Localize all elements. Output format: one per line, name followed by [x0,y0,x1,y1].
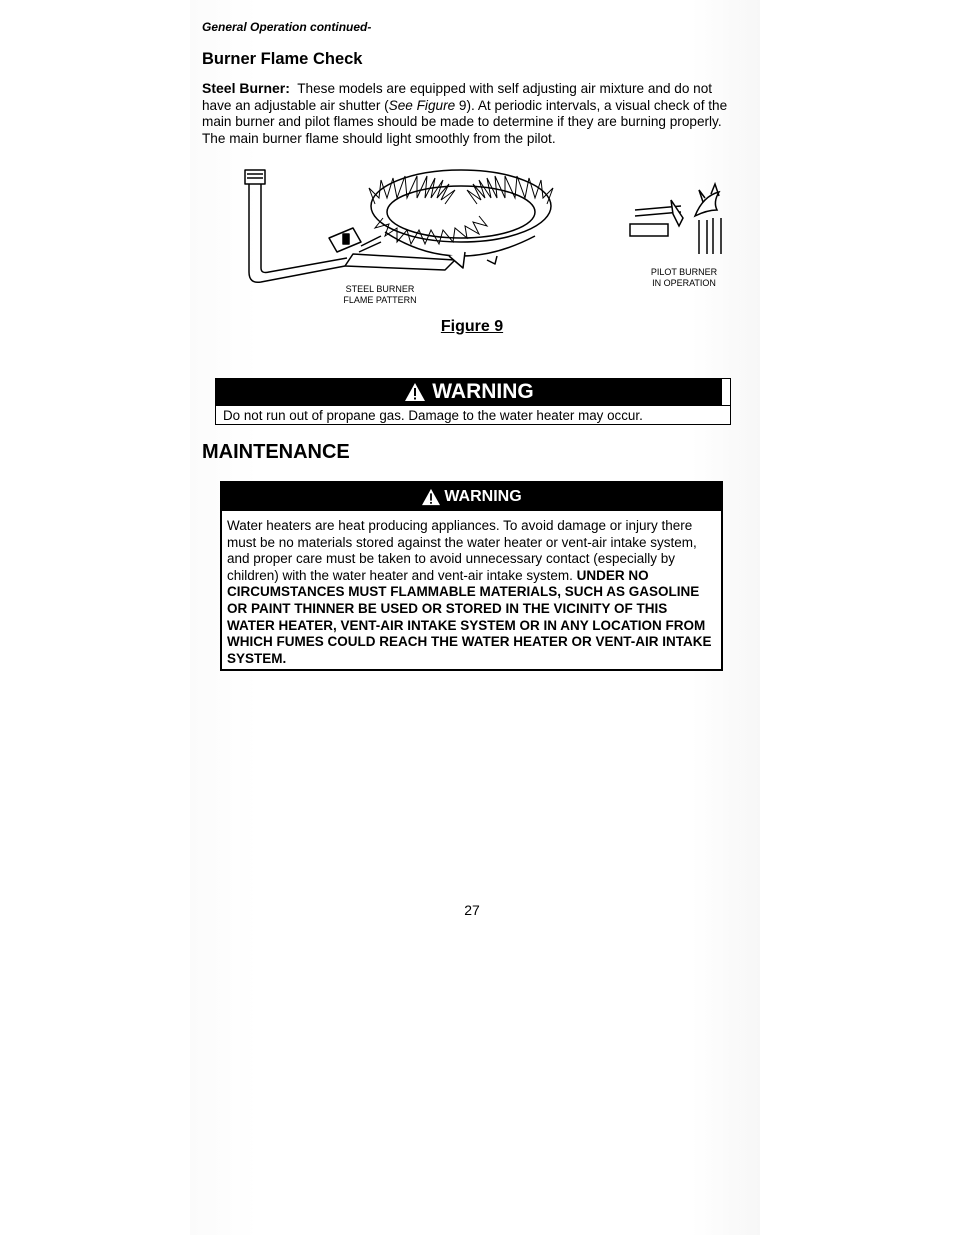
maintenance-heading: MAINTENANCE [202,441,350,463]
maintenance-warning-box [220,481,723,671]
burner-flame-check-heading: Burner Flame Check [202,50,363,68]
page-number: 27 [464,902,480,918]
steel-burner-text-1: These models are equipped with self adjusting air mixture and do not have an adjustable air shutter ( [202,81,713,113]
continued-header: General Operation continued- [202,20,372,34]
warning-triangle-icon [421,488,441,506]
warning-triangle-icon [404,382,426,402]
maintenance-warning-title: WARNING [444,488,522,505]
maintenance-warning-caps-text: UNDER NO CIRCUMSTANCES MUST FLAMMABLE MATERIALS, SUCH AS GASOLINE OR PAINT THINNER BE USED OR STORED IN THE VICINITY OF THIS WATER HEATER, VENT-AIR INTAKE SYSTEM OR IN ANY LOCATION FROM WHICH FUMES COULD REACH THE WATER HEATER OR VENT-AIR INTAKE SYSTEM. [227,567,712,666]
pilot-burner-in-operation-label [640,267,728,289]
pilot-burner-label-line1: PILOT BURNER [650,267,718,277]
maintenance-warning-text [222,511,721,669]
maintenance-warning-header [222,483,721,511]
steel-burner-paragraph [202,80,742,147]
pilot-burner-label-line2: IN OPERATION [652,278,716,288]
pilot-burner-drawing [630,184,721,254]
propane-warning-header [216,379,730,405]
steel-burner-lead: Steel Burner: [202,80,290,96]
maintenance-warning-plain-text: Water heaters are heat producing appliances. To avoid damage or injury there must be no materials stored against the water heater or vent-air intake system, and proper care must be taken to avoid unnecessary contact (especially by children) with the water heater and vent-air intake system. [227,518,697,583]
steel-burner-flame-pattern-label [338,284,422,306]
steel-burner-text-2: 9). At periodic intervals, a visual check of the main burner and pilot flames should be made to determine if they are burning properly. The main burner flame should light smoothly from the pilot. [202,97,728,146]
propane-warning-text: Do not run out of propane gas. Damage to the water heater may occur. [216,405,730,424]
figure-9-caption: Figure 9 [440,318,504,335]
steel-burner-label-line2: FLAME PATTERN [343,295,417,305]
propane-warning-title: WARNING [432,380,534,403]
steel-burner-label-line1: STEEL BURNER [345,284,415,294]
see-figure-reference: See Figure [388,97,456,113]
propane-warning-box [215,378,731,425]
